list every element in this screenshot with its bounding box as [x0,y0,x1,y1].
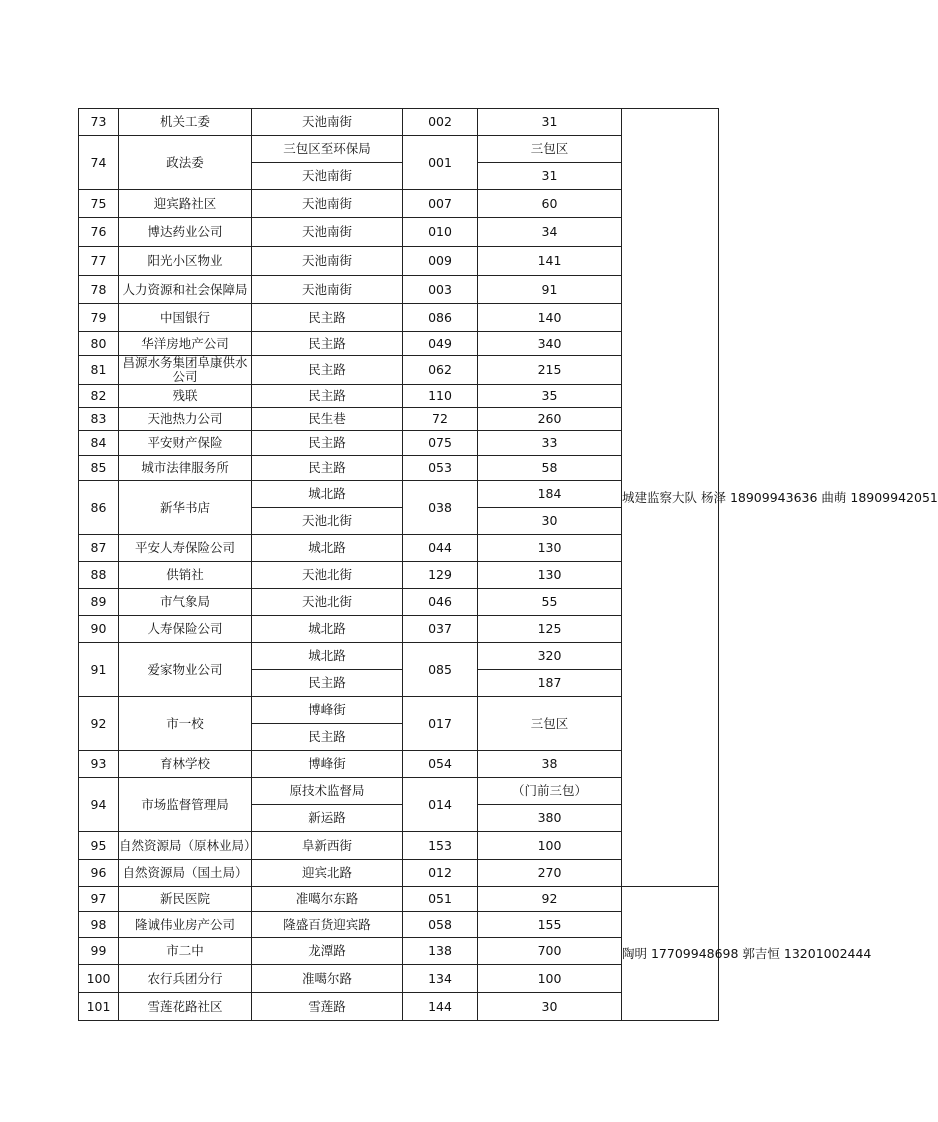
unit-name: 政法委 [119,136,252,190]
row-number: 91 [79,643,119,697]
road-name: 城北路 [252,616,403,643]
road-code: 046 [403,589,478,616]
length-value: 31 [478,109,622,136]
row-number: 90 [79,616,119,643]
row-number: 97 [79,887,119,912]
length-value: 140 [478,304,622,332]
road-code: 012 [403,860,478,887]
length-value: 340 [478,332,622,356]
length-value: 三包区 [478,136,622,163]
unit-name: 育林学校 [119,751,252,778]
length-value: 58 [478,456,622,481]
length-value: （门前三包） [478,778,622,805]
unit-name: 新民医院 [119,887,252,912]
road-code: 037 [403,616,478,643]
length-value: 35 [478,385,622,408]
length-value: 60 [478,190,622,218]
row-number: 92 [79,697,119,751]
road-code: 062 [403,356,478,385]
unit-name: 雪莲花路社区 [119,993,252,1021]
row-number: 100 [79,965,119,993]
road-name: 阜新西街 [252,832,403,860]
row-number: 96 [79,860,119,887]
road-code: 009 [403,247,478,276]
unit-name: 市二中 [119,938,252,965]
road-code: 017 [403,697,478,751]
length-value: 92 [478,887,622,912]
row-number: 84 [79,431,119,456]
length-value: 100 [478,965,622,993]
unit-name: 迎宾路社区 [119,190,252,218]
length-value: 320 [478,643,622,670]
unit-name: 天池热力公司 [119,408,252,431]
unit-name: 市气象局 [119,589,252,616]
road-name: 民主路 [252,456,403,481]
row-number: 80 [79,332,119,356]
road-name: 城北路 [252,643,403,670]
road-code: 007 [403,190,478,218]
road-code: 003 [403,276,478,304]
table-body [79,109,938,1021]
table-row [79,109,719,136]
row-number: 101 [79,993,119,1021]
road-name: 准噶尔路 [252,965,403,993]
road-name: 民生巷 [252,408,403,431]
length-value: 130 [478,562,622,589]
row-number: 79 [79,304,119,332]
length-value: 33 [478,431,622,456]
length-value: 55 [478,589,622,616]
road-name: 民主路 [252,431,403,456]
unit-name: 新华书店 [119,481,252,535]
row-number: 87 [79,535,119,562]
road-code: 054 [403,751,478,778]
length-value: 91 [478,276,622,304]
road-name: 天池南街 [252,247,403,276]
unit-name: 博达药业公司 [119,218,252,247]
unit-name: 隆诚伟业房产公司 [119,912,252,938]
unit-name: 供销社 [119,562,252,589]
unit-name: 自然资源局（原林业局） [119,832,252,860]
length-value: 187 [478,670,622,697]
row-number: 78 [79,276,119,304]
road-code: 014 [403,778,478,832]
length-value: 30 [478,508,622,535]
road-code: 153 [403,832,478,860]
road-name: 准噶尔东路 [252,887,403,912]
unit-name: 市场监督管理局 [119,778,252,832]
road-code: 72 [403,408,478,431]
unit-name: 农行兵团分行 [119,965,252,993]
length-value: 184 [478,481,622,508]
length-value: 31 [478,163,622,190]
road-code: 086 [403,304,478,332]
road-name: 隆盛百货迎宾路 [252,912,403,938]
unit-name: 爱家物业公司 [119,643,252,697]
road-name: 民主路 [252,304,403,332]
unit-name: 残联 [119,385,252,408]
length-value: 155 [478,912,622,938]
row-number: 94 [79,778,119,832]
road-code: 002 [403,109,478,136]
road-name: 博峰街 [252,751,403,778]
road-code: 134 [403,965,478,993]
road-code: 085 [403,643,478,697]
row-number: 82 [79,385,119,408]
unit-name: 中国银行 [119,304,252,332]
road-name: 新运路 [252,805,403,832]
road-name: 民主路 [252,356,403,385]
unit-name: 城市法律服务所 [119,456,252,481]
row-number: 77 [79,247,119,276]
road-code: 110 [403,385,478,408]
length-value: 30 [478,993,622,1021]
road-code: 038 [403,481,478,535]
road-name: 城北路 [252,481,403,508]
road-name: 民主路 [252,724,403,751]
row-number: 95 [79,832,119,860]
road-name: 三包区至环保局 [252,136,403,163]
row-number: 74 [79,136,119,190]
row-number: 99 [79,938,119,965]
road-name: 原技术监督局 [252,778,403,805]
road-name: 天池北街 [252,589,403,616]
road-code: 058 [403,912,478,938]
row-number: 76 [79,218,119,247]
length-value: 130 [478,535,622,562]
road-code: 001 [403,136,478,190]
road-name: 雪莲路 [252,993,403,1021]
length-value: 34 [478,218,622,247]
road-name: 天池南街 [252,109,403,136]
road-name: 天池南街 [252,190,403,218]
road-name: 天池北街 [252,508,403,535]
road-name: 民主路 [252,385,403,408]
road-code: 049 [403,332,478,356]
road-name: 龙潭路 [252,938,403,965]
road-name: 天池南街 [252,163,403,190]
row-number: 93 [79,751,119,778]
length-value: 141 [478,247,622,276]
length-value: 700 [478,938,622,965]
unit-name: 阳光小区物业 [119,247,252,276]
row-number: 86 [79,481,119,535]
length-value: 125 [478,616,622,643]
road-name: 民主路 [252,670,403,697]
length-value: 270 [478,860,622,887]
road-code: 138 [403,938,478,965]
length-value: 215 [478,356,622,385]
length-value: 380 [478,805,622,832]
unit-name: 人力资源和社会保障局 [119,276,252,304]
road-name: 天池南街 [252,276,403,304]
road-code: 129 [403,562,478,589]
unit-name: 昌源水务集团阜康供水公司 [119,356,252,385]
road-code: 053 [403,456,478,481]
unit-name: 平安财产保险 [119,431,252,456]
road-code: 144 [403,993,478,1021]
assignment-table [78,108,938,1021]
unit-name: 自然资源局（国土局） [119,860,252,887]
unit-name: 人寿保险公司 [119,616,252,643]
unit-name: 华洋房地产公司 [119,332,252,356]
road-name: 天池南街 [252,218,403,247]
road-name: 民主路 [252,332,403,356]
row-number: 73 [79,109,119,136]
unit-name: 机关工委 [119,109,252,136]
row-number: 83 [79,408,119,431]
road-code: 075 [403,431,478,456]
row-number: 81 [79,356,119,385]
row-number: 75 [79,190,119,218]
table-row [79,887,719,912]
length-value: 三包区 [478,697,622,751]
length-value: 260 [478,408,622,431]
row-number: 89 [79,589,119,616]
row-number: 85 [79,456,119,481]
road-name: 城北路 [252,535,403,562]
road-name: 天池北街 [252,562,403,589]
unit-name: 平安人寿保险公司 [119,535,252,562]
unit-name: 市一校 [119,697,252,751]
road-code: 051 [403,887,478,912]
row-number: 88 [79,562,119,589]
row-number: 98 [79,912,119,938]
road-code: 044 [403,535,478,562]
contact-cell: 陶明 17709948698 郭吉恒 13201002444 [622,887,719,1021]
length-value: 38 [478,751,622,778]
road-code: 010 [403,218,478,247]
road-name: 迎宾北路 [252,860,403,887]
length-value: 100 [478,832,622,860]
contact-cell: 城建监察大队 杨泽 18909943636 曲萌 18909942051 [622,109,719,887]
road-name: 博峰街 [252,697,403,724]
